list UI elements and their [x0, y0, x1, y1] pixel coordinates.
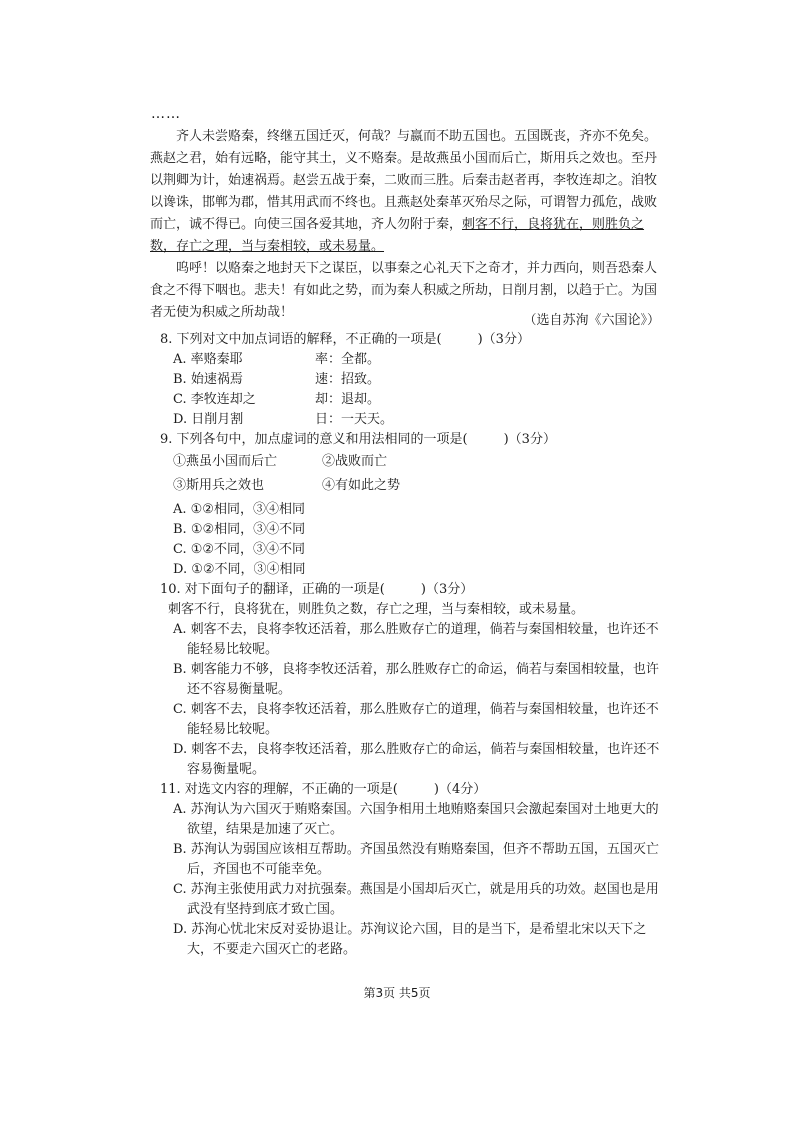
sentence-to-translate: 刺客不行，良将犹在，则胜负之数，存亡之理，当与秦相较，或未易量。	[168, 602, 585, 617]
underlined-sentence: 刺客不行，良将犹在，则胜负之数，存亡之理，当与秦相较，或未易量。	[150, 217, 645, 254]
option-word: C. 李牧连却之	[173, 392, 256, 407]
stem-text: 10. 对下面句子的翻译，正确的一项是(	[160, 582, 385, 597]
option-explanation: 日：一天天。	[315, 412, 394, 427]
question-stem	[160, 430, 660, 450]
passage-source: （选自苏洵《六国论》）	[523, 313, 660, 328]
sentence-3: ③斯用兵之效也	[173, 478, 265, 493]
option-word: A. 率赂秦耶	[173, 352, 243, 367]
option-text: D. 刺客不去，良将李牧还活着，那么胜败存亡的命运，倘若与秦国相较量，也许还不容易衡量呢。	[173, 742, 660, 777]
option: B. ①②相同，③④不同	[173, 522, 306, 537]
option	[160, 740, 660, 780]
page-footer: 第3页 共5页	[363, 986, 431, 1000]
passage-text: 齐人未尝赂秦，终继五国迁灭，何哉？与嬴而不助五国也。五国既丧，齐亦不免矣。燕赵之君，始有远略，能守其土，义不赂秦。是故燕虽小国而后亡，斯用兵之效也。至丹以荆卿为计，始速祸焉。赵尝五战于秦，二败而三胜。后秦击赵者再，李牧连却之。洎牧以谗诛，邯郸为郡，惜其用武而不终也。且燕赵处秦革灭殆尽之际，可谓智力孤危，战败而亡，诚不得已。向使三国各爱其地，齐人勿附于秦，	[150, 129, 658, 232]
option	[160, 800, 660, 840]
option	[160, 700, 660, 740]
option	[160, 840, 660, 880]
option-text: B. 刺客能力不够，良将李牧还活着，那么胜败存亡的命运，倘若与秦国相较量，也许还不容易衡量呢。	[173, 662, 659, 697]
option-text: A. 苏洵认为六国灭于贿赂秦国。六国争相用土地贿赂秦国只会激起秦国对土地更大的欲望，结果是加速了灭亡。	[173, 802, 659, 837]
option-text: A. 刺客不去，良将李牧还活着，那么胜败存亡的道理，倘若与秦国相较量，也许还不能轻易比较呢。	[173, 622, 659, 657]
question-8	[160, 330, 660, 430]
option	[160, 370, 660, 390]
option-word: B. 始速祸焉	[173, 372, 243, 387]
option-text: C. 刺客不去，良将李牧还活着，那么胜败存亡的道理，倘若与秦国相较量，也许还不能轻易比较呢。	[173, 702, 659, 737]
question-9	[160, 430, 660, 580]
ellipsis-mark: ……	[151, 106, 181, 122]
stem-score: )（4分）	[433, 782, 487, 797]
sentence-1: ①燕虽小国而后亡	[173, 454, 278, 469]
option	[160, 920, 660, 960]
passage-paragraph-1	[150, 126, 660, 258]
question-11	[160, 780, 660, 960]
option	[160, 880, 660, 920]
option	[160, 390, 660, 410]
option	[160, 620, 660, 660]
passage-paragraph-2: 呜呼！以赂秦之地封天下之谋臣，以事秦之心礼天下之奇才，并力西向，则吾恐秦人食之不得下咽也。悲夫！有如此之势，而为秦人积威之所劫，日削月割，以趋于亡。为国者无使为积威之所劫哉！	[150, 261, 658, 320]
option	[160, 660, 660, 700]
option-explanation: 率：全都。	[315, 352, 381, 367]
stem-score: )（3分）	[477, 332, 530, 347]
stem-score: )（3分）	[503, 432, 556, 447]
option: C. ①②不同，③④不同	[173, 542, 306, 557]
classical-passage	[150, 126, 660, 324]
question-stem	[160, 780, 660, 800]
option-text: C. 苏洵主张使用武力对抗强秦。燕国是小国却后灭亡，就是用兵的功效。赵国也是用武没有坚持到底才致亡国。	[173, 882, 659, 917]
stem-text: 9. 下列各句中，加点虚词的意义和用法相同的一项是(	[160, 432, 468, 447]
option-text: D. 苏洵心忧北宋反对妥协退让。苏洵议论六国，目的是当下，是希望北宋以天下之大，不要走六国灭亡的老路。	[173, 922, 647, 957]
question-10	[160, 580, 660, 780]
sentence-4: ④有如此之势	[322, 478, 401, 493]
option	[160, 410, 660, 430]
question-list	[160, 330, 660, 960]
option-word: D. 日削月割	[173, 412, 244, 427]
question-stem	[160, 580, 660, 600]
question-stem	[160, 330, 660, 350]
stem-score: )（3分）	[420, 582, 474, 597]
stem-text: 8. 下列对文中加点词语的解释，不正确的一项是(	[160, 332, 442, 347]
option: A. ①②相同，③④相同	[173, 502, 305, 517]
option-explanation: 速：招致。	[315, 372, 381, 387]
option: D. ①②不同，③④相同	[173, 562, 306, 577]
sentence-pair	[160, 450, 660, 474]
sentence-2: ②战败而亡	[322, 454, 388, 469]
option	[160, 350, 660, 370]
sentence-pair	[160, 474, 660, 498]
option-text: B. 苏洵认为弱国应该相互帮助。齐国虽然没有贿赂秦国，但齐不帮助五国，五国灭亡后，齐国也不可能幸免。	[173, 842, 659, 877]
option-explanation: 却：退却。	[315, 392, 381, 407]
stem-text: 11. 对选文内容的理解，不正确的一项是(	[160, 782, 398, 797]
